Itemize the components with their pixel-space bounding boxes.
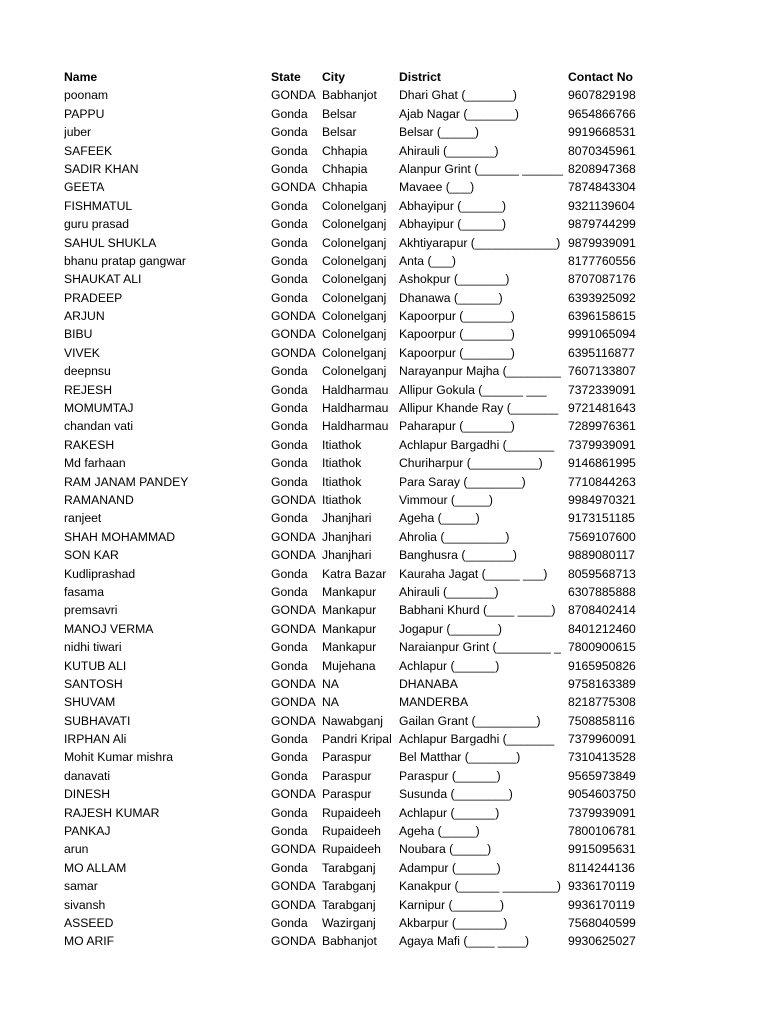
name-cell: GEETA	[64, 180, 105, 195]
contact-cell: 9054603750	[568, 787, 636, 802]
name-cell: PAPPU	[64, 106, 105, 121]
contact-cell: 7800106781	[568, 824, 636, 839]
contact-cell: 7569107600	[568, 529, 636, 544]
city-cell: Itiathok	[322, 492, 362, 507]
table-row	[0, 289, 768, 307]
contact-cell: 9984970321	[568, 492, 636, 507]
city-cell: Haldharmau	[322, 401, 389, 416]
contact-cell: 8218775308	[568, 695, 636, 710]
district-cell: Narayanpur Majha (________	[399, 364, 561, 379]
contact-cell: 7607133807	[568, 364, 636, 379]
name-cell: MANOJ VERMA	[64, 621, 154, 636]
table-row	[0, 197, 768, 215]
contact-cell: 9936170119	[568, 897, 635, 912]
table-row	[0, 712, 768, 730]
contact-cell: 9146861995	[568, 456, 636, 471]
district-cell: Ahirauli (_______)	[399, 584, 499, 599]
table-row	[0, 601, 768, 619]
district-cell: Kapoorpur (_______)	[399, 345, 515, 360]
contact-cell: 7710844263	[568, 474, 636, 489]
city-cell: Rupaideeh	[322, 805, 381, 820]
table-row	[0, 583, 768, 601]
table-row	[0, 748, 768, 766]
city-cell: Colonelganj	[322, 235, 387, 250]
name-cell: chandan vati	[64, 419, 134, 434]
contact-cell: 6393925092	[568, 290, 636, 305]
table-row	[0, 546, 768, 564]
city-cell: NA	[322, 676, 339, 691]
district-cell: Kapoorpur (_______)	[399, 327, 515, 342]
district-cell: Paharapur (_______)	[399, 419, 515, 434]
state-cell: Gonda	[271, 419, 308, 434]
name-cell: SAHUL SHUKLA	[64, 235, 157, 250]
table-row	[0, 565, 768, 583]
district-cell: Dhari Ghat (_______)	[399, 88, 517, 103]
district-cell: Allipur Khande Ray (_______	[399, 401, 559, 416]
city-cell: Paraspur	[322, 787, 372, 802]
contact-cell: 9915095631	[568, 842, 636, 857]
table-row	[0, 270, 768, 288]
state-cell: GONDA	[271, 88, 316, 103]
state-cell: GONDA	[271, 621, 316, 636]
district-cell: Abhayipur (______)	[399, 217, 507, 232]
state-cell: Gonda	[271, 732, 308, 747]
table-row	[0, 252, 768, 270]
contact-cell: 9336170119	[568, 879, 635, 894]
table-row	[0, 638, 768, 656]
state-cell: Gonda	[271, 640, 308, 655]
city-cell: Belsar	[322, 106, 357, 121]
city-cell: Haldharmau	[322, 419, 389, 434]
district-cell: Ageha (_____)	[399, 824, 480, 839]
table-row	[0, 693, 768, 711]
state-cell: GONDA	[271, 529, 316, 544]
district-cell: Agaya Mafi (____ ____)	[399, 934, 530, 949]
district-cell: Dhanawa (______)	[399, 290, 503, 305]
table-row	[0, 142, 768, 160]
contact-cell: 8708402414	[568, 603, 636, 618]
district-cell: Paraspur (______)	[399, 768, 501, 783]
district-cell: Churiharpur (__________)	[399, 456, 543, 471]
district-cell: Banghusra (_______)	[399, 548, 517, 563]
state-cell: Gonda	[271, 272, 308, 287]
city-cell: Itiathok	[322, 437, 362, 452]
district-cell: Ajab Nagar (_______)	[399, 106, 519, 121]
city-cell: Colonelganj	[322, 364, 387, 379]
contact-cell: 7372339091	[568, 382, 636, 397]
name-cell: IRPHAN Ali	[64, 732, 127, 747]
header-name: Name	[64, 70, 98, 84]
table-row	[0, 730, 768, 748]
name-cell: SHAUKAT ALI	[64, 272, 142, 287]
district-cell: Ashokpur (_______)	[399, 272, 510, 287]
district-cell: Kauraha Jagat (_____ ___)	[399, 566, 548, 581]
district-cell: MANDERBA	[399, 695, 469, 710]
district-cell: Achlapur (______)	[399, 805, 500, 820]
state-cell: Gonda	[271, 235, 308, 250]
district-cell: Ahirauli (_______)	[399, 143, 499, 158]
district-cell: Alanpur Grint (______ ______	[399, 161, 563, 176]
state-cell: GONDA	[271, 327, 316, 342]
name-cell: fasama	[64, 584, 104, 599]
state-cell: Gonda	[271, 768, 308, 783]
state-cell: Gonda	[271, 290, 308, 305]
table-row	[0, 178, 768, 196]
state-cell: Gonda	[271, 456, 308, 471]
name-cell: KUTUB ALI	[64, 658, 127, 673]
contact-cell: 9654866766	[568, 106, 636, 121]
name-cell: juber	[64, 125, 92, 140]
district-cell: Achlapur Bargadhi (_______	[399, 732, 555, 747]
name-cell: premsavri	[64, 603, 118, 618]
contact-cell: 7874843304	[568, 180, 636, 195]
contact-cell: 7379960091	[568, 732, 636, 747]
district-cell: Adampur (______)	[399, 860, 501, 875]
contact-cell: 8208947368	[568, 161, 636, 176]
table-row	[0, 509, 768, 527]
name-cell: ASSEED	[64, 915, 114, 930]
state-cell: Gonda	[271, 253, 308, 268]
district-cell: Achlapur (______)	[399, 658, 500, 673]
table-row	[0, 804, 768, 822]
city-cell: Colonelganj	[322, 290, 387, 305]
table-row	[0, 86, 768, 104]
city-cell: Mankapur	[322, 621, 377, 636]
city-cell: Katra Bazar	[322, 566, 387, 581]
table-header-row	[0, 68, 768, 86]
state-cell: GONDA	[271, 676, 316, 691]
table-row	[0, 840, 768, 858]
table-row	[0, 344, 768, 362]
name-cell: SUBHAVATI	[64, 713, 131, 728]
table-row	[0, 473, 768, 491]
contact-cell: 8177760556	[568, 253, 636, 268]
state-cell: GONDA	[271, 695, 316, 710]
district-cell: Vimmour (_____)	[399, 492, 493, 507]
table-row	[0, 123, 768, 141]
city-cell: Colonelganj	[322, 253, 387, 268]
city-cell: Colonelganj	[322, 345, 387, 360]
table-row	[0, 767, 768, 785]
contact-cell: 8059568713	[568, 566, 636, 581]
state-cell: GONDA	[271, 603, 316, 618]
city-cell: Tarabganj	[322, 860, 376, 875]
table-row	[0, 307, 768, 325]
city-cell: Pandri Kripal	[322, 732, 392, 747]
city-cell: Jhanjhari	[322, 511, 372, 526]
district-cell: Akbarpur (_______)	[399, 915, 508, 930]
state-cell: Gonda	[271, 125, 308, 140]
contact-cell: 7379939091	[568, 805, 636, 820]
state-cell: GONDA	[271, 842, 316, 857]
name-cell: SHUVAM	[64, 695, 116, 710]
contact-cell: 9879939091	[568, 235, 636, 250]
state-cell: Gonda	[271, 161, 308, 176]
district-cell: Ageha (_____)	[399, 511, 480, 526]
table-row	[0, 528, 768, 546]
district-cell: Abhayipur (______)	[399, 198, 507, 213]
contact-cell: 7508858116	[568, 713, 635, 728]
contact-cell: 8401212460	[568, 621, 636, 636]
city-cell: Jhanjhari	[322, 548, 372, 563]
state-cell: Gonda	[271, 658, 308, 673]
contact-cell: 8114244136	[568, 860, 635, 875]
state-cell: Gonda	[271, 437, 308, 452]
district-cell: Babhani Khurd (____ _____)	[399, 603, 556, 618]
district-cell: Belsar (_____)	[399, 125, 479, 140]
district-cell: Noubara (_____)	[399, 842, 492, 857]
city-cell: Nawabganj	[322, 713, 383, 728]
state-cell: Gonda	[271, 584, 308, 599]
name-cell: SANTOSH	[64, 676, 123, 691]
header-city: City	[322, 70, 346, 84]
table-row	[0, 381, 768, 399]
table-row	[0, 399, 768, 417]
name-cell: SAFEEK	[64, 143, 113, 158]
table-row	[0, 105, 768, 123]
state-cell: Gonda	[271, 915, 308, 930]
state-cell: Gonda	[271, 364, 308, 379]
name-cell: danavati	[64, 768, 111, 783]
table-row	[0, 491, 768, 509]
name-cell: MO ALLAM	[64, 860, 127, 875]
name-cell: Md farhaan	[64, 456, 126, 471]
district-cell: Kapoorpur (_______)	[399, 309, 515, 324]
name-cell: guru prasad	[64, 217, 130, 232]
state-cell: Gonda	[271, 805, 308, 820]
name-cell: Mohit Kumar mishra	[64, 750, 174, 765]
name-cell: nidhi tiwari	[64, 640, 122, 655]
name-cell: REJESH	[64, 382, 113, 397]
state-cell: Gonda	[271, 566, 308, 581]
state-cell: Gonda	[271, 106, 308, 121]
city-cell: Colonelganj	[322, 309, 387, 324]
name-cell: SHAH MOHAMMAD	[64, 529, 176, 544]
contact-cell: 8707087176	[568, 272, 636, 287]
contact-cell: 9165950826	[568, 658, 636, 673]
state-cell: GONDA	[271, 879, 316, 894]
state-cell: GONDA	[271, 180, 316, 195]
city-cell: Tarabganj	[322, 879, 376, 894]
table-body	[0, 86, 768, 950]
contact-cell: 9879744299	[568, 217, 636, 232]
district-cell: Kanakpur (______ ________)	[399, 879, 561, 894]
state-cell: GONDA	[271, 897, 316, 912]
contact-table	[0, 68, 768, 951]
city-cell: Colonelganj	[322, 198, 387, 213]
city-cell: Paraspur	[322, 750, 372, 765]
city-cell: Mankapur	[322, 603, 377, 618]
city-cell: Mankapur	[322, 640, 377, 655]
state-cell: GONDA	[271, 548, 316, 563]
contact-cell: 9919668531	[568, 125, 636, 140]
header-state: State	[271, 70, 301, 84]
city-cell: Belsar	[322, 125, 357, 140]
contact-cell: 9565973849	[568, 768, 636, 783]
name-cell: DINESH	[64, 787, 111, 802]
table-row	[0, 454, 768, 472]
state-cell: Gonda	[271, 860, 308, 875]
district-cell: Susunda (________)	[399, 787, 513, 802]
city-cell: Chhapia	[322, 180, 368, 195]
table-row	[0, 785, 768, 803]
name-cell: RAMANAND	[64, 492, 134, 507]
state-cell: GONDA	[271, 787, 316, 802]
table-row	[0, 914, 768, 932]
state-cell: Gonda	[271, 511, 308, 526]
state-cell: Gonda	[271, 750, 308, 765]
district-cell: Bel Matthar (_______)	[399, 750, 521, 765]
name-cell: RAKESH	[64, 437, 115, 452]
contact-cell: 7379939091	[568, 437, 636, 452]
city-cell: Haldharmau	[322, 382, 389, 397]
table-row	[0, 417, 768, 435]
table-row	[0, 896, 768, 914]
state-cell: Gonda	[271, 474, 308, 489]
state-cell: Gonda	[271, 401, 308, 416]
district-cell: Allipur Gokula (______ ___	[399, 382, 547, 397]
table-row	[0, 620, 768, 638]
header-contact: Contact No	[568, 70, 633, 84]
name-cell: Kudliprashad	[64, 566, 136, 581]
table-row	[0, 932, 768, 950]
contact-cell: 6395116877	[568, 345, 635, 360]
name-cell: FISHMATUL	[64, 198, 133, 213]
district-cell: Gailan Grant (_________)	[399, 713, 541, 728]
contact-cell: 9173151185	[568, 511, 635, 526]
district-cell: Naraianpur Grint (________ _	[399, 640, 561, 655]
district-cell: Para Saray (________)	[399, 474, 526, 489]
table-row	[0, 234, 768, 252]
table-row	[0, 822, 768, 840]
name-cell: VIVEK	[64, 345, 100, 360]
table-row	[0, 362, 768, 380]
city-cell: Colonelganj	[322, 327, 387, 342]
contact-cell: 9930625027	[568, 934, 636, 949]
city-cell: Rupaideeh	[322, 824, 381, 839]
name-cell: PANKAJ	[64, 824, 111, 839]
state-cell: Gonda	[271, 143, 308, 158]
city-cell: Colonelganj	[322, 272, 387, 287]
name-cell: bhanu pratap gangwar	[64, 253, 186, 268]
name-cell: RAJESH KUMAR	[64, 805, 160, 820]
name-cell: arun	[64, 842, 89, 857]
table-row	[0, 859, 768, 877]
table-row	[0, 657, 768, 675]
table-row	[0, 325, 768, 343]
name-cell: SON KAR	[64, 548, 119, 563]
city-cell: NA	[322, 695, 339, 710]
city-cell: Jhanjhari	[322, 529, 372, 544]
contact-cell: 7800900615	[568, 640, 636, 655]
district-cell: Ahrolia (_________)	[399, 529, 510, 544]
city-cell: Rupaideeh	[322, 842, 381, 857]
contact-cell: 6396158615	[568, 309, 636, 324]
name-cell: MOMUMTAJ	[64, 401, 134, 416]
table-row	[0, 160, 768, 178]
contact-cell: 9991065094	[568, 327, 636, 342]
district-cell: Jogapur (_______)	[399, 621, 502, 636]
contact-cell: 7289976361	[568, 419, 636, 434]
state-cell: GONDA	[271, 934, 316, 949]
city-cell: Colonelganj	[322, 217, 387, 232]
table-row	[0, 436, 768, 454]
state-cell: GONDA	[271, 309, 316, 324]
district-cell: Akhtiyarapur (____________)	[399, 235, 561, 250]
city-cell: Chhapia	[322, 161, 368, 176]
contact-cell: 9889080117	[568, 548, 635, 563]
name-cell: deepnsu	[64, 364, 111, 379]
contact-cell: 9758163389	[568, 676, 636, 691]
table-row	[0, 877, 768, 895]
state-cell: Gonda	[271, 198, 308, 213]
city-cell: Mankapur	[322, 584, 377, 599]
name-cell: RAM JANAM PANDEY	[64, 474, 189, 489]
district-cell: Mavaee (___)	[399, 180, 475, 195]
state-cell: Gonda	[271, 382, 308, 397]
contact-cell: 6307885888	[568, 584, 636, 599]
name-cell: MO ARIF	[64, 934, 115, 949]
district-cell: Achlapur Bargadhi (_______	[399, 437, 555, 452]
city-cell: Itiathok	[322, 456, 362, 471]
name-cell: ranjeet	[64, 511, 102, 526]
name-cell: samar	[64, 879, 98, 894]
contact-cell: 9321139604	[568, 198, 635, 213]
name-cell: poonam	[64, 88, 109, 103]
state-cell: GONDA	[271, 713, 316, 728]
contact-cell: 8070345961	[568, 143, 636, 158]
state-cell: Gonda	[271, 217, 308, 232]
name-cell: BIBU	[64, 327, 93, 342]
header-district: District	[399, 70, 441, 84]
district-cell: Karnipur (_______)	[399, 897, 505, 912]
city-cell: Chhapia	[322, 143, 368, 158]
contact-cell: 9721481643	[568, 401, 636, 416]
district-cell: DHANABA	[399, 676, 458, 691]
contact-cell: 7568040599	[568, 915, 636, 930]
city-cell: Itiathok	[322, 474, 362, 489]
district-cell: Anta (___)	[399, 253, 456, 268]
table-row	[0, 215, 768, 233]
city-cell: Mujehana	[322, 658, 376, 673]
state-cell: GONDA	[271, 492, 316, 507]
name-cell: sivansh	[64, 897, 106, 912]
city-cell: Babhanjot	[322, 934, 377, 949]
city-cell: Tarabganj	[322, 897, 376, 912]
contact-cell: 9607829198	[568, 88, 636, 103]
contact-cell: 7310413528	[568, 750, 636, 765]
name-cell: ARJUN	[64, 309, 105, 324]
name-cell: SADIR KHAN	[64, 161, 139, 176]
city-cell: Wazirganj	[322, 915, 376, 930]
state-cell: Gonda	[271, 824, 308, 839]
name-cell: PRADEEP	[64, 290, 123, 305]
table-row	[0, 675, 768, 693]
state-cell: GONDA	[271, 345, 316, 360]
city-cell: Paraspur	[322, 768, 372, 783]
city-cell: Babhanjot	[322, 88, 377, 103]
